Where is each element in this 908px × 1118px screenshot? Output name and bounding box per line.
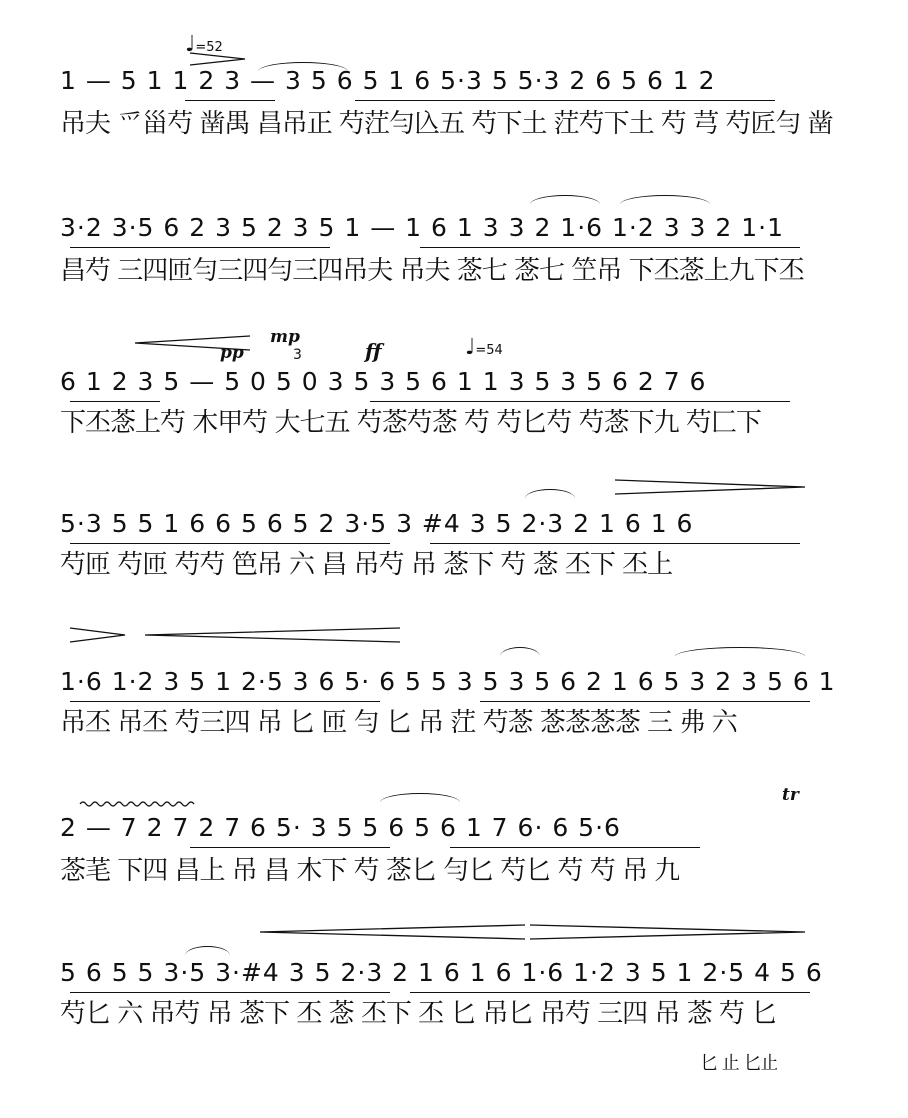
quarter-note-icon: ♩ — [465, 335, 476, 360]
triplet-number: 3 — [293, 347, 302, 363]
jianzipu-tablature-line-3: 下丕菍上芍 木甲芍 大七五 芍菍芍菍 芍 芍匕芍 芍菍下九 芍匚下 — [60, 408, 761, 438]
slur-mark — [620, 195, 710, 214]
slur-mark — [525, 489, 575, 508]
quarter-note-icon: ♩ — [185, 32, 196, 57]
trill-mark: tr — [782, 785, 799, 805]
jianpu-notation-line-7: 5 6 5 5 3·5 3·#4 3 5 2·3 2 1 6 1 6 1·6 1·2 3 5 1 2·5 4 5 6 — [60, 958, 823, 987]
beam-underline — [450, 847, 700, 848]
beam-underline — [410, 992, 810, 993]
beam-underline — [190, 847, 390, 848]
beam-underline — [420, 247, 800, 248]
slur-mark — [380, 793, 460, 812]
dynamic-pp: pp — [220, 343, 244, 363]
jianzipu-tablature-line-5: 吊丕 吊丕 芍三四 吊 匕 匝 勻 匕 吊 茳 芍菍 菍菍菍菍 三 弗 六 — [60, 708, 737, 738]
slur-mark — [675, 647, 805, 666]
beam-underline — [430, 543, 800, 544]
beam-underline — [70, 701, 380, 702]
beam-underline — [355, 100, 775, 101]
jianpu-notation-line-4: 5·3 5 5 1 6 6 5 6 5 2 3·5 3 #4 3 5 2·3 2 1 6 1 6 — [60, 509, 694, 538]
beam-underline — [70, 401, 160, 402]
jianzipu-tablature-line-7: 芍匕 六 吊芍 吊 菍下 丕 菍 丕下 丕 匕 吊匕 吊芍 三四 吊 菍 芍 匕 — [60, 999, 777, 1029]
jianzipu-tablature-line-1: 吊夫 爫甾芍 凿禺 昌吊正 芍茳勻兦五 芍下土 茳芍下土 芍 芎 芍匠勻 凿 — [60, 109, 833, 139]
jianzipu-tablature-line-4: 芍匝 芍匝 芍芍 笆吊 六 昌 吊芍 吊 菍下 芍 菍 丕下 丕上 — [60, 550, 673, 580]
beam-underline — [70, 247, 330, 248]
beam-underline — [70, 992, 390, 993]
dynamic-mp: mp — [270, 327, 300, 347]
jianpu-notation-line-5: 1·6 1·2 3 5 1 2·5 3 6 5· 6 5 5 3 5 3 5 6 2 1 6 5 3 2 3 5 6 1 — [60, 667, 836, 696]
slur-mark — [530, 195, 600, 214]
jianzipu-tablature-line-2: 昌芍 三四匝勻三四勻三四吊夫 吊夫 菍七 菍七 笁吊 下丕菍上九下丕 — [60, 256, 804, 286]
slur-mark — [500, 647, 540, 666]
jianpu-notation-line-6: 2 — 7 2 7 2 7 6 5· 3 5 5 6 5 6 1 7 6· 6 5·6 — [60, 813, 621, 842]
beam-underline — [370, 401, 790, 402]
beam-underline — [70, 543, 390, 544]
tempo-marking-1: ♩=52 — [185, 32, 223, 57]
footer-marks: 匕 止 匕止 — [700, 1053, 778, 1074]
jianpu-notation-line-1: 1 — 5 1 1 2 3 — 3 5 6 5 1 6 5·3 5 5·3 2 6 5 6 1 2 — [60, 66, 716, 95]
tempo-marking-2: ♩=54 — [465, 335, 503, 360]
beam-underline — [480, 701, 810, 702]
jianpu-notation-line-2: 3·2 3·5 6 2 3 5 2 3 5 1 — 1 6 1 3 3 2 1·6 1·2 3 3 2 1·1 — [60, 213, 785, 242]
jianzipu-tablature-line-6: 菍芼 下四 昌上 吊 昌 木下 芍 菍匕 勻匕 芍匕 芍 芍 吊 九 — [60, 856, 680, 886]
beam-underline — [185, 100, 275, 101]
jianpu-notation-line-3: 6 1 2 3 5 — 5 0 5 0 3 5 3 5 6 1 1 3 5 3 5 6 2 7 6 — [60, 367, 707, 396]
dynamic-ff: ff — [365, 339, 382, 363]
